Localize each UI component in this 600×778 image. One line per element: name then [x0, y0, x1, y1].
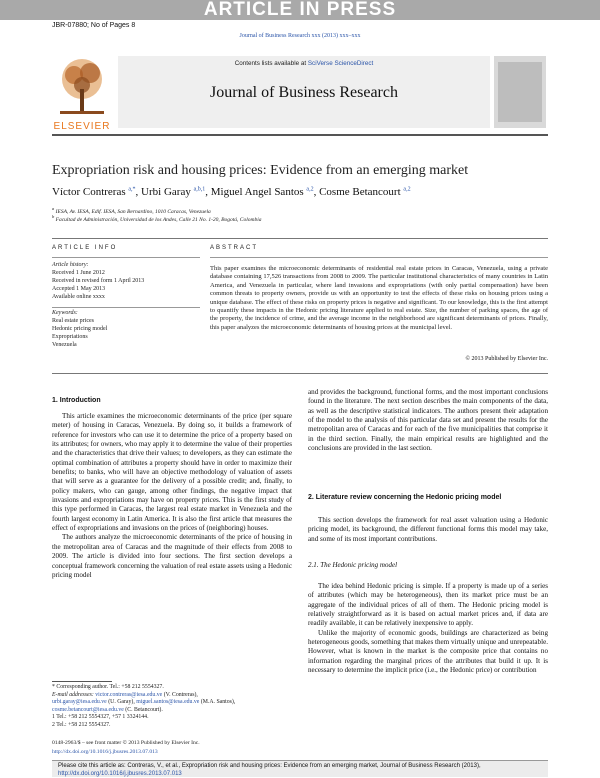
abstract-sub-rule: [210, 257, 548, 258]
footnote-corresponding: * Corresponding author. Tel.: +58 212 5554327.: [52, 684, 164, 690]
history-received: Received 1 June 2012: [52, 270, 105, 276]
manuscript-id: JBR-07880; No of Pages 8: [52, 22, 136, 29]
author-list: Víctor Contreras $^{a,*}$, Urbi Garay $^{a,b,1}$, Miguel Angel Santos $^{a,2}$, Cosme Betancourt $^{a,2}$: [52, 186, 411, 198]
info-rule: [52, 238, 548, 239]
section-2-paragraph: This section develops the framework for real asset valuation using a Hedonic pricing model, its background, the different functional forms this model may take, and some of its most important contributions.: [308, 516, 548, 543]
author-1: Víctor Contreras: [52, 186, 126, 198]
journal-name: Journal of Business Research: [210, 84, 398, 101]
right-paragraph-1: and provides the background, functional forms, and the most important conclusions found in the literature. The next section describes the main components of the data, as well as the descriptive statistical indicators. The authors present their adaptation of the model to the analysis of this particular data set and present the results for the metropolitan area of Caracas and for each of the five municipalities that comprise it in the third section. Finally, the main empirical results are highlighted and the conclusions are provided in the last section.: [308, 388, 548, 453]
article-title: Expropriation risk and housing prices: Evidence from an emerging market: [52, 163, 469, 178]
author-4: Cosme Betancourt: [319, 186, 401, 198]
elsevier-wordmark: ELSEVIER: [53, 121, 111, 132]
footnote-emails: E-mail addresses: victor.contreras@iesa.edu.ve (V. Contreras), urbi.garay@iesa.edu.ve (U. Garay), miguel.santos@iesa.edu.ve (M.A. Santos), cosme.betancourt@iesa.edu.ve (C. Betancourt).: [52, 691, 236, 713]
running-head[interactable]: Journal of Business Research xxx (2013) xxx–xxx: [239, 33, 361, 39]
section-2-body: [308, 516, 548, 544]
email-santos-link[interactable]: miguel.santos@iesa.edu.ve: [136, 699, 200, 706]
banner-text: ARTICLE IN PRESS: [203, 0, 397, 20]
keywords-rule: [52, 307, 200, 308]
section-2-1-heading: 2.1. The Hedonic pricing model: [308, 561, 398, 569]
section-2-heading: 2. Literature review concerning the Hedonic pricing model: [308, 494, 502, 501]
citation-text: Please cite this article as: Contreras, V., et al., Expropriation risk and housing prices: Evidence from an emerging market, Journal of Business Research (2013), http://dx.doi.org/10.1016/j.jbusres.2013.07.013: [58, 763, 481, 777]
masthead-rule: [52, 134, 548, 136]
affiliation-a: $^a$ IESA, Av. IESA, Edif. IESA, San Bernardino, 1010 Caracas, Venezuela: [52, 206, 211, 215]
keyword-2: Hedonic pricing model: [52, 326, 108, 332]
abstract-end-rule: [52, 373, 548, 374]
email-garay-link[interactable]: urbi.garay@iesa.edu.ve: [52, 699, 107, 706]
journal-cover: [494, 56, 546, 128]
hedonic-paragraph-2: Unlike the majority of economic goods, buildings are characterized as being heterogeneous goods, something that makes them virtually unique and unrepeatable. However, what is known in the market is the composite price that contains no information regarding the marginal prices of the attributes that build it up. It is necessary to determine the implicit price (i.e., the Hedonic price) or contribution: [308, 628, 548, 675]
email-betancourt-link[interactable]: cosme.betancourt@iesa.edu.ve: [52, 706, 124, 713]
elsevier-tree-logo-icon: [52, 55, 112, 121]
author-1-sup[interactable]: a,*: [128, 186, 136, 193]
footnote-1: 1 Tel.: +58 212 5554327, +57 1 3324144.: [52, 714, 149, 721]
footnote-rule: [52, 681, 112, 682]
sciencedirect-link[interactable]: SciVerse ScienceDirect: [307, 60, 374, 67]
history-accepted: Accepted 1 May 2013: [52, 286, 106, 292]
keyword-4: Venezuela: [52, 342, 77, 348]
author-3: Miguel Angel Santos: [210, 186, 304, 198]
email-contreras-link[interactable]: victor.contreras@iesa.edu.ve: [95, 691, 163, 698]
section-2-1-body: [308, 582, 548, 675]
article-info-heading: ARTICLE INFO: [52, 245, 118, 251]
hedonic-paragraph-1: The idea behind Hedonic pricing is simple. If a property is made up of a series of attributes (which may be heterogeneous), then its market price must be an aggregate of the individual prices of all of them. The Hedonic pricing model is relatively straightforward as it is based on actual market prices and, if data are readily available, it can be relatively inexpensive to apply.: [308, 582, 548, 628]
history-online: Available online xxxx: [52, 294, 105, 300]
section-1-heading: 1. Introduction: [52, 397, 101, 404]
footnotes: [52, 684, 292, 730]
contents-prefix: Contents lists available at: [234, 60, 308, 67]
abstract-text: This paper examines the microeconomic determinants of residential real estate prices in Caracas, Venezuela, using a private database containing 17,526 transactions from 2008 to 2009. The particular institutional characteristics of many countries in Latin America, and Venezuela in particular, where land invasions and expropriations (with only partial compensation) have been common threats to property owners, provide us with an opportunity to test the effects of these risks on housing prices using a unique database. The effect of these risks on property prices is negative and significant. To our knowledge, this is the first attempt to quantify these impacts in the Hedonic pricing literature applied to real estate. Size, the number of parking spaces, the age of the property, the incidence of crime, and the average income in the neighborhood are significant determinants of prices. Finally, this paper analyzes the microeconomic determinants of housing prices at the municipal level.: [210, 265, 548, 331]
history-revised: Received in revised form 1 April 2013: [52, 278, 145, 284]
left-column: [52, 412, 292, 580]
intro-paragraph-1: This article examines the microeconomic determinants of the price (per square meter) of housing in Caracas, Venezuela. By doing so, it builds a framework of reference for investors who can use it to determine the price of a property based on its attributes; for owners, who may apply it to determine the value of their properties and the characteristics that drive their values; to developers, as they can estimate the optimal combination of attributes a property should have in order to maximize their benefits; to banks, who will have an objective methodology of valuation of assets that will serve as a guarantee for the delivery of a possible credit; and, finally, to policy makers, who can gauge, among other findings, the negative impact that invasions and expropriations may have on property prices. This is the first study of this type performed in Caracas, the largest real estate market in Venezuela and the fourth largest economy in Latin America. It is also the first article that measures the effect of expropriations and invasions on the prices of (neighboring) houses.: [52, 412, 292, 533]
keyword-3: Expropriations: [52, 334, 88, 340]
doi-link[interactable]: http://dx.doi.org/10.1016/j.jbusres.2013.07.013: [52, 749, 158, 755]
affiliation-b: $^b$ Facultad de Administración, Universidad de los Andes, Calle 21 No. 1-20, Bogotá, Colombia: [52, 214, 262, 223]
author-2: Urbi Garay: [141, 186, 191, 198]
contents-line: [118, 60, 490, 67]
abstract-heading: ABSTRACT: [210, 245, 259, 251]
info-sub-rule: [52, 257, 200, 258]
intro-paragraph-2: The authors analyze the microeconomic determinants of the price of housing in the metropolitan area of Caracas and the magnitude of their effects from 2008 to 2009. The article is divided into four sections. The first section develops a conceptual framework concerning the valuation of real estate assets using a Hedonic pricing model: [52, 533, 292, 579]
keywords-label: Keywords:: [52, 310, 78, 316]
author-3-sup[interactable]: a,2: [306, 186, 314, 193]
citation-doi-link[interactable]: http://dx.doi.org/10.1016/j.jbusres.2013.07.013: [58, 770, 182, 777]
issn-line: 0148-2963/$ – see front matter © 2013 Published by Elsevier Inc.: [52, 740, 200, 746]
footnote-2: 2 Tel.: +58 212 5554327.: [52, 721, 111, 728]
abstract-copyright: © 2013 Published by Elsevier Inc.: [465, 356, 548, 362]
author-2-sup[interactable]: a,b,1: [193, 186, 206, 193]
author-4-sup[interactable]: a,2: [403, 186, 411, 193]
keyword-1: Real estate prices: [52, 318, 94, 324]
right-column-top: [308, 388, 548, 453]
history-label: Article history:: [52, 262, 89, 268]
